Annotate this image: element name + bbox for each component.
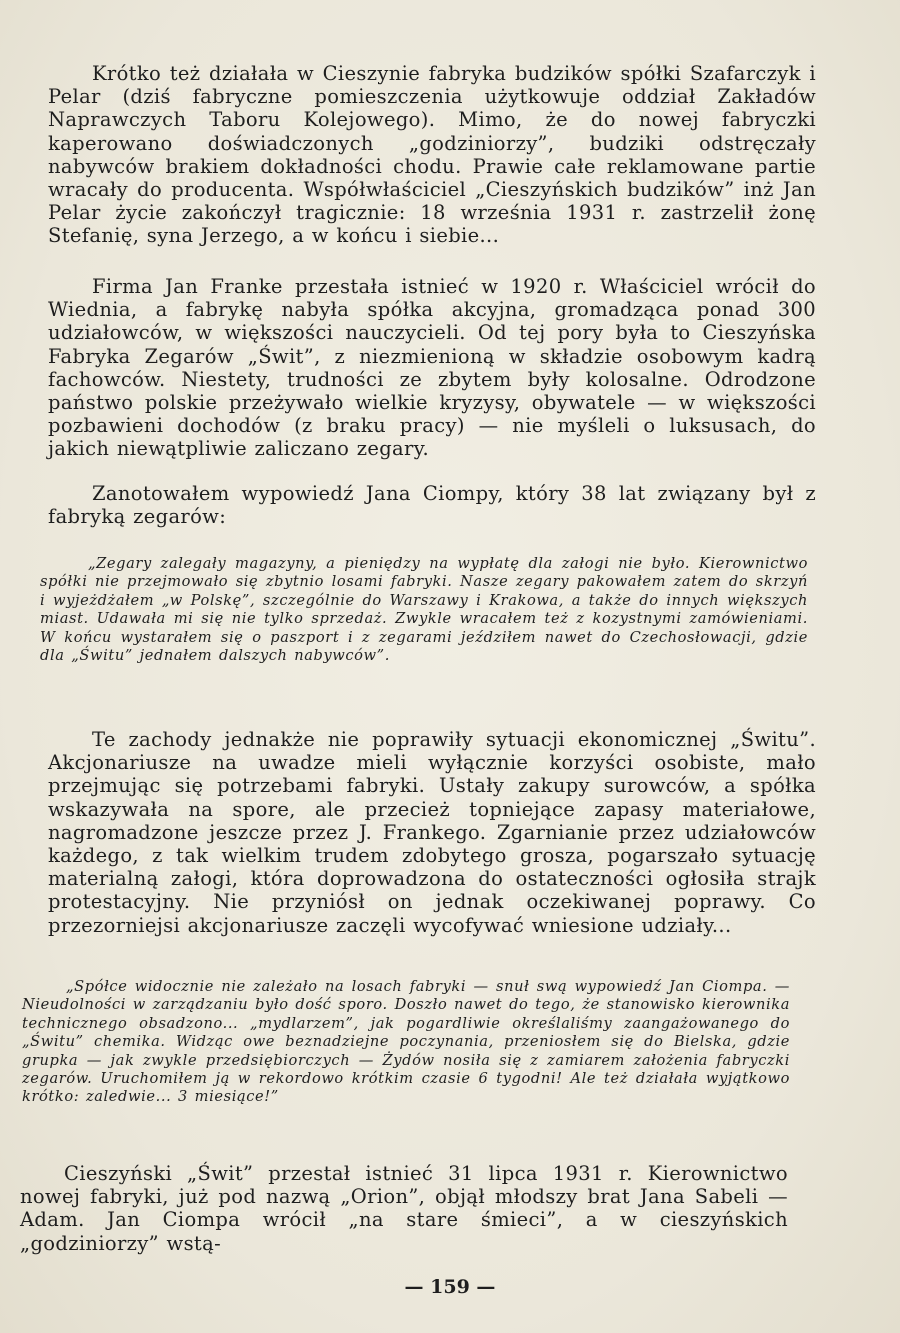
quote-paragraph: „Zegary zalegały magazyny, a pieniędzy na wypłatę dla załogi nie było. Kierownictwo spółki nie przejmowało się zbytnio losami fabryki. Nasze zegary pakowałem zatem do skrzyń i wyjeżdżałem „w Polskę”, szczególnie do Warszawy i Krakowa, a także do innych większych miast. Udawała mi się nie tylko sprzedaż. Zwykle wracałem też z kozystnymi zamówieniami. W końcu wystarałem się o paszport i z zegarami jeździłem nawet do Czechosłowacji, gdzie dla „Świtu” jednałem dalszych nabywców”. — [40, 555, 808, 665]
body-paragraph: Firma Jan Franke przestała istnieć w 1920 r. Właściciel wrócił do Wiednia, a fabrykę nabyła spółka akcyjna, gromadząca ponad 300 udziałowców, w większości nauczycieli. Od tej pory była to Cieszyńska Fabryka Zegarów „Świt”, z niezmienioną w składzie osobowym kadrą fachowców. Niestety, trudności ze zbytem były kolosalne. Odrodzone państwo polskie przeżywało wielkie kryzysy, obywatele — w większości pozbawieni dochodów (z braku pracy) — nie myśleli o luksusach, do jakich niewątpliwie zaliczano zegary. — [48, 275, 816, 461]
quote-ciompa-bielsko — [22, 978, 790, 1107]
paragraph-switu-situation — [48, 728, 816, 937]
paragraph-jan-franke — [48, 275, 816, 461]
page-number: — 159 — — [404, 1276, 496, 1298]
paragraph-szafarczyk-pelar — [48, 62, 816, 248]
body-paragraph: Te zachody jednakże nie poprawiły sytuacji ekonomicznej „Świtu”. Akcjonariusze na uwadze mieli wyłącznie korzyści osobiste, mało przejmując się potrzebami fabryki. Ustały zakupy surowców, a spółka wskazywała na spore, ale przecież topniejące zapasy materiałowe, nagromadzone jeszcze przez J. Frankego. Zgarnianie przez udziałowców każdego, z tak wielkim trudem zdobytego grosza, pogarszało sytuację materialną załogi, która doprowadzona do ostateczności ogłosiła strajk protestacyjny. Nie przyniósł on jednak oczekiwanej poprawy. Co przezorniejsi akcjonariusze zaczęli wycofywać wniesione udziały... — [48, 728, 816, 937]
quote-ciompa-sales — [40, 555, 808, 665]
body-paragraph: Zanotowałem wypowiedź Jana Ciompy, który 38 lat związany był z fabryką zegarów: — [48, 482, 816, 529]
body-paragraph: Krótko też działała w Cieszynie fabryka budzików spółki Szafarczyk i Pelar (dziś fabryczne pomieszczenia użytkowuje oddział Zakładów Naprawczych Taboru Kolejowego). Mimo, że do nowej fabryczki kaperowano doświadczonych „godziniorzy”, budziki odstręczały nabywców brakiem dokładności chodu. Prawie całe reklamowane partie wracały do producenta. Współwłaściciel „Cieszyńskich budzików” inż Jan Pelar życie zakończył tragicznie: 18 września 1931 r. zastrzelił żonę Stefanię, syna Jerzego, a w końcu i siebie... — [48, 62, 816, 248]
paragraph-ciompa-intro — [48, 482, 816, 528]
body-paragraph: Cieszyński „Świt” przestał istnieć 31 lipca 1931 r. Kierownictwo nowej fabryki, już pod nazwą „Orion”, objął młodszy brat Jana Sabeli — Adam. Jan Ciompa wrócił „na stare śmieci”, a w cieszyńskich „godziniorzy” wstą- — [20, 1162, 788, 1255]
quote-paragraph: „Spółce widocznie nie zależało na losach fabryki — snuł swą wypowiedź Jan Ciompa. — Nieudolności w zarządzaniu było dość sporo. Doszło nawet do tego, że stanowisko kierownika technicznego obsadzono... „mydlarzem”, jak pogardliwie określaliśmy zaangażowanego do „Świtu” chemika. Widząc owe beznadziejne poczynania, przeniosłem się do Bielska, gdzie grupka — jak zwykle przedsiębiorczych — Żydów nosiła się z zamiarem założenia fabryczki zegarów. Uruchomiłem ją w rekordowo krótkim czasie 6 tygodni! Ale też działała wyjątkowo krótko: zaledwie... 3 miesiące!” — [22, 978, 790, 1106]
paragraph-orion — [20, 1162, 788, 1255]
